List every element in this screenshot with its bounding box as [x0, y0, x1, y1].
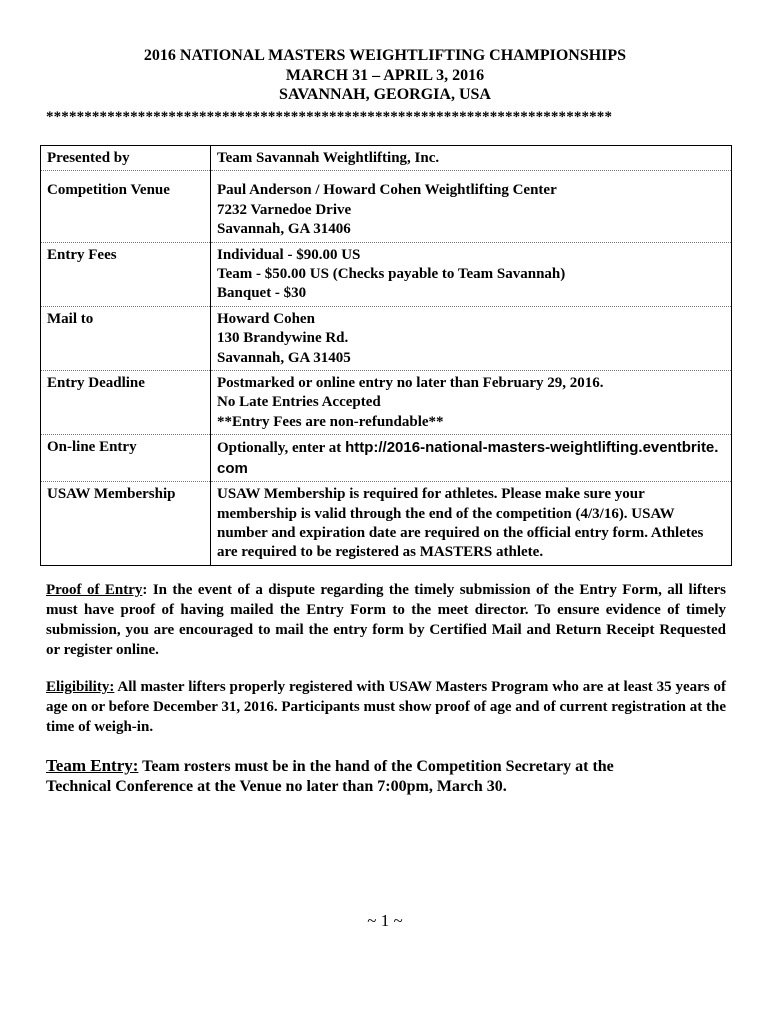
value-line: Team - $50.00 US (Checks payable to Team Savannah)	[217, 266, 566, 283]
table-row	[41, 482, 732, 566]
value-line: 7232 Varnedoe Drive	[217, 201, 352, 218]
row-label: Entry Deadline	[41, 371, 211, 435]
team-entry-text: Team rosters must be in the hand of the Competition Secretary at the Technical Conference at the Venue no later than 7:00pm, March 30.	[46, 758, 614, 795]
team-entry-paragraph	[46, 756, 676, 797]
row-label: Mail to	[41, 306, 211, 370]
table-row	[41, 371, 732, 435]
event-dates: MARCH 31 – APRIL 3, 2016	[285, 66, 485, 84]
proof-of-entry-text: : In the event of a dispute regarding the timely submission of the Entry Form, all lifters must have proof of having mailed the Entry Form to the meet director. To ensure evidence of timely submission, you are encouraged to mail the entry form by Certified Mail and Return Receipt Requested or register online.	[46, 582, 726, 658]
value-line: Paul Anderson / Howard Cohen Weightlifting Center	[217, 182, 557, 199]
row-value	[211, 146, 732, 171]
value-line: Savannah, GA 31406	[217, 221, 351, 238]
table-row	[41, 146, 732, 171]
row-value	[211, 435, 732, 482]
team-entry-heading: Team Entry:	[46, 756, 139, 775]
value-line: Team Savannah Weightlifting, Inc.	[217, 150, 440, 166]
table-row	[41, 242, 732, 306]
row-label: USAW Membership	[41, 482, 211, 566]
proof-of-entry-paragraph	[46, 580, 726, 660]
value-line: **Entry Fees are non-refundable**	[217, 413, 444, 430]
eligibility-text: All master lifters properly registered with USAW Masters Program who are at least 35 years of age on or before December 31, 2016. Participants must show proof of age and of current registration at the time of weigh-in.	[46, 679, 726, 735]
online-entry-prefix: Optionally, enter at	[217, 440, 346, 457]
value-line: 130 Brandywine Rd.	[217, 330, 349, 347]
row-value	[211, 482, 732, 566]
event-location: SAVANNAH, GEORGIA, USA	[279, 86, 491, 103]
event-title: 2016 NATIONAL MASTERS WEIGHTLIFTING CHAMPIONSHIPS	[143, 47, 627, 64]
value-line: USAW Membership is required for athletes. Please make sure your membership is valid through the end of the competition (4/3/16). USAW number and expiration date are required on the official entry form. Athletes are required to be registered as MASTERS athlete.	[217, 486, 704, 561]
table-row	[41, 306, 732, 370]
row-value	[211, 242, 732, 306]
value-line: No Late Entries Accepted	[217, 394, 381, 411]
row-label: Competition Venue	[41, 171, 211, 242]
row-value	[211, 371, 732, 435]
eventbrite-link[interactable]: http://2016-national-masters-weightlifting.eventbrite.com	[217, 439, 719, 477]
row-label: On-line Entry	[41, 435, 211, 482]
proof-of-entry-heading: Proof of Entry	[46, 582, 143, 598]
table-row	[41, 171, 732, 242]
value-line: Howard Cohen	[217, 310, 315, 327]
row-value	[211, 171, 732, 242]
row-value	[211, 306, 732, 370]
eligibility-paragraph	[46, 677, 726, 737]
event-info-table	[40, 145, 732, 566]
document-header	[0, 46, 770, 105]
row-label: Presented by	[41, 146, 211, 171]
star-separator: **************************************************************************	[46, 109, 613, 125]
value-line: Banquet - $30	[217, 285, 307, 302]
page-number: ~ 1 ~	[367, 911, 403, 930]
eligibility-heading: Eligibility:	[46, 679, 115, 695]
table-row	[41, 435, 732, 482]
value-line: Postmarked or online entry no later than February 29, 2016.	[217, 375, 604, 392]
row-label: Entry Fees	[41, 242, 211, 306]
value-line: Individual - $90.00 US	[217, 246, 361, 263]
value-line: Savannah, GA 31405	[217, 349, 351, 366]
